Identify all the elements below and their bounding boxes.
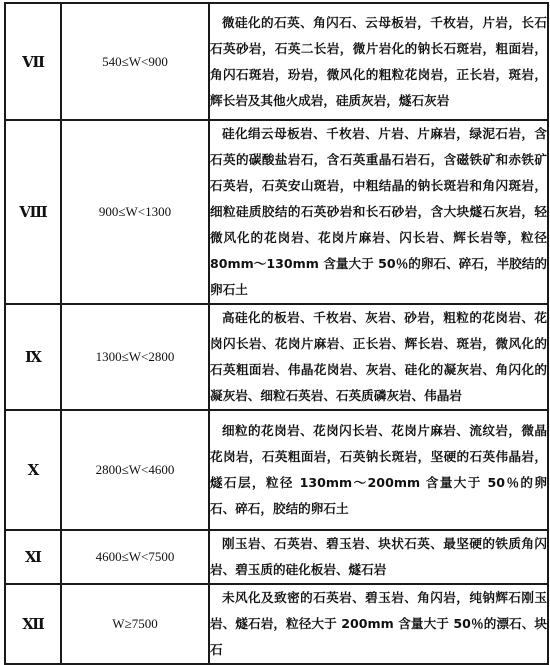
- description-text: 硅化绢云母板岩、千枚岩、片岩、片麻岩，绿泥石岩，含石英的碳酸盐岩石，含石英重晶石岩石，含磁铁矿和赤铁矿石英岩，石英安山斑岩，中粗结晶的钠长斑岩和角闪斑岩，细粒硅质胶结的石英砂岩和长石砂岩，含大块燧石灰岩，轻微风化的花岗岩、花岗片麻岩、闪长岩、辉长岩等，粒径 80mm～130mm 含量大于 50％的卵石、碎石，半胶结的卵石土: [210, 126, 547, 297]
- description-cell: [209, 410, 548, 530]
- description-text: 刚玉岩、石英岩、碧玉岩、块状石英、最坚硬的铁质角闪岩、碧玉质的硅化板岩、燧石岩: [210, 536, 547, 577]
- description-cell: [209, 304, 548, 410]
- table-row: [5, 120, 548, 304]
- table-row: [5, 584, 548, 664]
- description-text: 细粒的花岗岩、花岗闪长岩、花岗片麻岩、流纹岩，微晶花岗岩，石英粗面岩，石英钠长斑岩，坚硬的石英伟晶岩，燧石层，粒径 130mm～200mm 含量大于 50％的卵石、碎石，胶结的卵石土: [210, 423, 547, 516]
- range-cell: 900≤W<1300: [61, 120, 209, 304]
- description-text: 未风化及致密的石英岩、碧玉岩、角闪岩，纯钠辉石刚玉岩、燧石岩，粒径大于 200mm 含量大于 50％的漂石、块石: [210, 590, 547, 657]
- grade-cell: Ⅷ: [5, 120, 61, 304]
- range-cell: 540≤W<900: [61, 3, 209, 120]
- grade-cell: Ⅺ: [5, 530, 61, 584]
- table-row: [5, 410, 548, 530]
- grade-cell: Ⅸ: [5, 304, 61, 410]
- description-cell: [209, 584, 548, 664]
- description-cell: [209, 120, 548, 304]
- range-cell: W≥7500: [61, 584, 209, 664]
- range-cell: 2800≤W<4600: [61, 410, 209, 530]
- table-row: [5, 304, 548, 410]
- range-cell: 4600≤W<7500: [61, 530, 209, 584]
- description-cell: [209, 530, 548, 584]
- table-row: [5, 530, 548, 584]
- range-cell: 1300≤W<2800: [61, 304, 209, 410]
- grade-cell: Ⅹ: [5, 410, 61, 530]
- rock-grade-table: [4, 2, 549, 665]
- description-text: 高硅化的板岩、千枚岩、灰岩、砂岩，粗粒的花岗岩、花岗闪长岩、花岗片麻岩、正长岩、辉长岩、斑岩，微风化的石英粗面岩、伟晶花岗岩、灰岩、硅化的凝灰岩、角闪化的凝灰岩、细粒石英岩、石英质磷灰岩、伟晶岩: [210, 310, 547, 403]
- description-text: 微硅化的石英、角闪石、云母板岩，千枚岩，片岩，长石石英砂岩，石英二长岩，微片岩化的钠长石斑岩，粗面岩，角闪石斑岩，玢岩，微风化的粗粒花岗岩，正长岩，斑岩，辉长岩及其他火成岩，硅质灰岩，燧石灰岩: [210, 14, 547, 108]
- grade-cell: Ⅻ: [5, 584, 61, 664]
- table-row: [5, 3, 548, 120]
- grade-cell: Ⅶ: [5, 3, 61, 120]
- description-cell: [209, 3, 548, 120]
